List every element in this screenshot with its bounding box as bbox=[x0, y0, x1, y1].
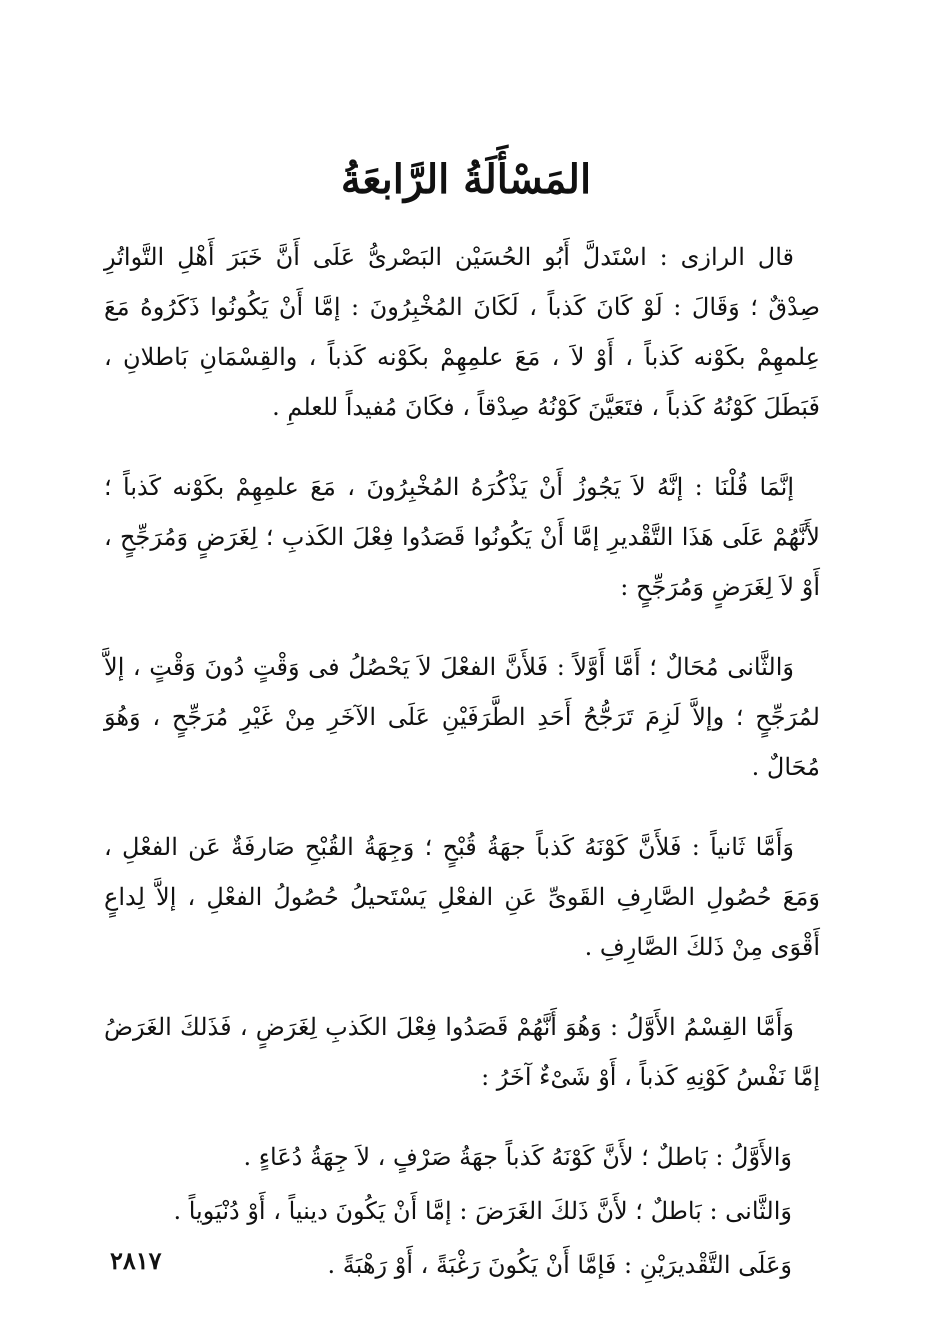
list-item-2: وَالثَّانى : بَاطلٌ ؛ لأَنَّ ذَلكَ الغَرَضَ : إمَّا أَنْ يَكُونَ دينياً ، أَوْ دُنْيَوياً . bbox=[173, 1197, 792, 1225]
body-text bbox=[104, 232, 820, 1294]
paragraph-4: وَأَمَّا ثَانياً : فَلأَنَّ كَوْنَهُ كَذباً جهَةُ قُبْحٍ ؛ وَجِهَةُ القُبْحِ صَارفَةٌ عَن الفعْلِ ، وَمَعَ حُصُولِ الصَّارِفِ القَوىِّ عَنِ الفعْلِ يَسْتَحيلُ حُصُولُ الفعْلِ ، إلاَّ لِداعٍ أَقْوَى مِنْ ذَلكَ الصَّارِفِ . bbox=[104, 833, 820, 961]
paragraph-2: إنَّمَا قُلْنَا : إنَّهُ لاَ يَجُوزُ أَنْ يَذْكُرَهُ المُخْبِرُونَ ، مَعَ علمِهِمْ بكَوْنه كَذباً ؛ لأَنَّهُمْ عَلَى هَذَا التَّقْديرِ إمَّا أَنْ يَكُونُوا قَصَدُوا فِعْلَ الكَذبِ ؛ لِغَرَضٍ وَمُرَجِّحٍ ، أَوْ لاَ لِغَرَضٍ وَمُرَجِّحٍ : bbox=[104, 473, 820, 601]
list-item-3: وَعَلَى التَّقْديرَيْنِ : فَإمَّا أَنْ يَكُونَ رَغْبَةً ، أَوْ رَهْبَةً . bbox=[327, 1251, 792, 1279]
paragraph-3: وَالثَّانى مُحَالٌ ؛ أَمَّا أَوَّلاً : فَلأَنَّ الفعْلَ لاَ يَحْصُلُ فى وَقْتٍ دُونَ وَقْتٍ ، إلاَّ لمُرَجِّحٍ ؛ وإلاَّ لَزِمَ تَرَجُّحُ أَحَدِ الطَّرَفَيْنِ عَلَى الآخَرِ مِنْ غَيْرِ مُرَجِّحٍ ، وَهُوَ مُحَالٌ . bbox=[104, 653, 820, 781]
section-title: المَسْأَلَةُ الرَّابعَةُ bbox=[340, 156, 592, 203]
page-number: ٢٨١٧ bbox=[110, 1246, 162, 1275]
paragraph-5: وَأَمَّا القِسْمُ الأَوَّلُ : وَهُوَ أَنَّهُمْ قَصَدُوا فِعْلَ الكَذبِ لِغَرَضٍ ، فَذَلكَ الغَرَضُ إمَّا نَفْسُ كَوْنِهِ كَذباً ، أَوْ شَىْءٌ آخَرُ : bbox=[104, 1013, 820, 1091]
paragraph-1: قال الرازى : اسْتَدلَّ أَبُو الحُسَيْن البَصْرىُّ عَلَى أَنَّ خَبَرَ أَهْلِ التَّواتُرِ صِدْقٌ ؛ وَقَالَ : لَوْ كَانَ كَذباً ، لَكَانَ المُخْبِرُونَ : إمَّا أَنْ يَكُونُوا ذَكَرُوهُ مَعَ عِلمهِمْ بكَوْنه كَذباً ، أَوْ لاَ ، مَعَ علمِهِمْ بكَوْنه كَذباً ، والقِسْمَانِ بَاطلانِ ، فَبَطَلَ كَوْنُهُ كَذباً ، فتَعَيَّنَ كَوْنُهُ صِدْقاً ، فكَانَ مُفيداً للعلمِ . bbox=[104, 243, 820, 421]
list-item-1: وَالأَوَّلُ : بَاطلٌ ؛ لأَنَّ كَوْنَهُ كَذباً جهَةُ صَرْفٍ ، لاَ جِهَةُ دُعَاءٍ . bbox=[243, 1143, 792, 1171]
